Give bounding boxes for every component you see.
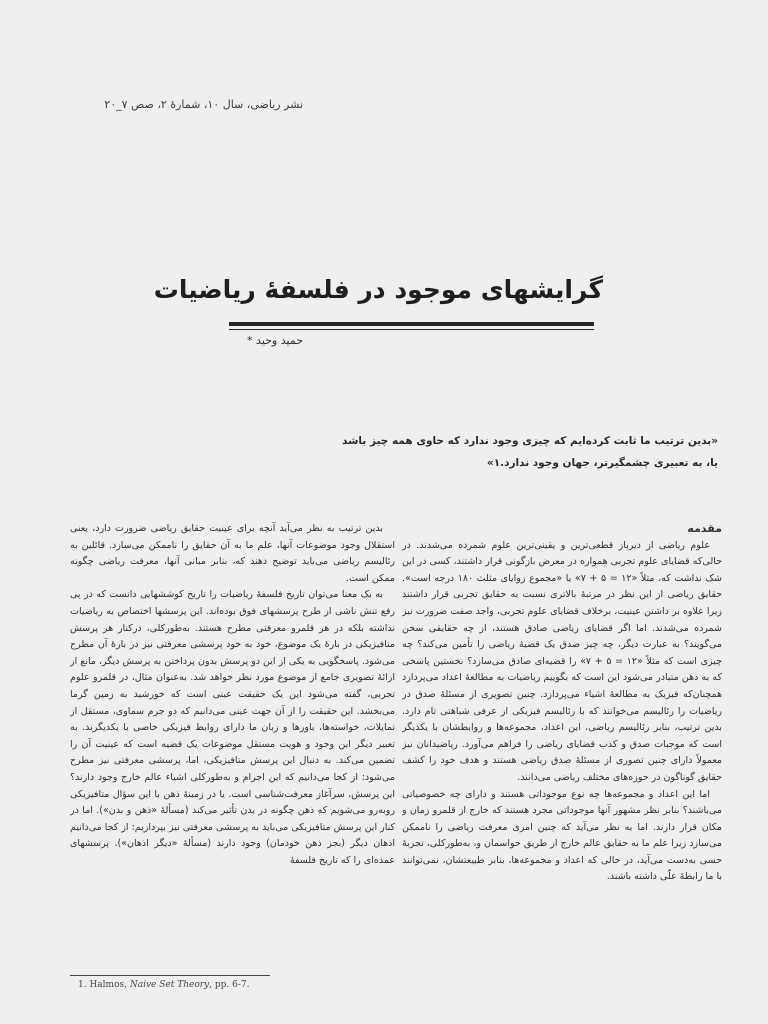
paragraph: به یک معنا می‌توان تاریخ فلسفهٔ ریاضیات را تاریخ کوششهایی دانست که در پی رفع تنش ناشی از طرح پرسشهای فوق بوده‌اند. این پرسشها اختصاص به ریاضیات نداشته بلکه در هر قلمرو معرفتی مطرح هستند. به‌طورکلی، درکنار هر پرسش متافیزیکی در بارهٔ یک موضوع، خود به خود پرسشی معرفتی نیز در بارهٔ آن مطرح می‌شود. پاسخگویی به یکی از این دو پرسش بدون پرداختن به پرسش دیگر، مانع از ارائهٔ تصویری جامع از موضوع مورد نظر خواهد شد. به‌عنوان مثال، در قلمرو علوم تجربی، گفته می‌شود این یک حقیقت عینی است که خورشید به زمین گرما می‌بخشد. این حقیقت را از آن جهت عینی می‌دانیم که دو جرم سماوی، مستقل از تمایلات، خواسته‌ها، باورها و زبان ما دارای روابط فیزیکی خاصی با یکدیگرند. به تعبیر دیگر این وجود و هویت مستقل موضوعات یک قضیه است که عینیت آن را تضمین می‌کند. به دنبال این پرسش متافیزیکی، اما، پرسشی معرفتی نیز مطرح می‌شود: از کجا می‌دانیم که این اجرام و به‌طورکلی اشیاء عالم خارج وجود دارند؟ این پرسش، سرآغاز معرفت‌شناسی است. یا در زمینهٔ ذهن با این سؤال متافیزیکی روبه‌رو می‌شویم که ذهن چگونه در بدن تأثیر می‌کند (مسألهٔ «ذهن و بدن»). اما در کنار این پرسش متافیزیکی می‌باید به پرسشی معرفتی نیز بپردازیم: از کجا می‌دانیم اذهان دیگر (بجز ذهن خودمان) وجود دارند (مسألهٔ «دیگر اذهان»). پرسشهای عمده‌ای را که تاریخ فلسفهٔ (70, 589, 395, 866)
left-column (70, 521, 395, 976)
epigraph-line-2: یا، به تعبیری چشمگیرتر، جهان وجود ندارد.۱» (486, 457, 718, 469)
author-name: حمید وحید * (247, 334, 303, 347)
article-title: گرایشهای موجود در فلسفهٔ ریاضیات (153, 275, 603, 304)
journal-header: نشر ریاضی، سال ۱۰، شمارهٔ ۲، صص ۷_۲۰ (104, 98, 303, 111)
footnote-suffix: , pp. 6-7. (209, 980, 250, 990)
title-rule-thick (229, 322, 594, 326)
epigraph-quote (253, 430, 718, 474)
section-heading-introduction: مقدمه (687, 522, 722, 535)
right-column (402, 521, 722, 1011)
paragraph: بدین ترتیب به نظر می‌آید آنچه برای عینیت حقایق ریاضی ضرورت دارد، یعنی استقلال وجود موضوعات آنها، علم ما به آن حقایق را ناممکن می‌سازد. قائلین به رئالیسم ریاضی می‌باید توضیح دهند که، بنابر مبانی آنها، معرفت ریاضی چگونه ممکن است. (70, 523, 395, 584)
footnote-book-title: Naive Set Theory (129, 980, 210, 990)
paragraph: علوم ریاضی از دیرباز قطعی‌ترین و یقینی‌ترین علوم شمرده می‌شدند. در حالی‌که قضایای علوم تجربی همواره در معرض بازگونی قرار داشتند، کسی در این شک نداشت که، مثلاً «۱۲ = ۵ + ۷» یا «مجموع زوایای مثلث ۱۸۰ درجه است». حقایق ریاضی از این نظر در مرتبهٔ بالاتری نسبت به حقایق تجربی قرار داشتند زیرا علاوه بر داشتن عینیت، برخلاف قضایای علوم تجربی، واجد صفت ضرورت نیز شمرده می‌شدند. اما اگر قضایای ریاضی صادق هستند، از چه حقایقی سخن می‌گویند؟ به عبارت دیگر، چه چیز صدق یک قضیهٔ ریاضی را تأمین می‌کند؟ چه چیزی است که مثلاً «۱۲ = ۵ + ۷» را قضیه‌ای صادق می‌سازد؟ نخستین پاسخی که به ذهن متبادر می‌شود این است که بگوییم ریاضیات به مطالعهٔ اعداد می‌پردازد همچنان‌که فیزیک به مطالعهٔ اشیاء می‌پردازد. چنین تصویری از مسئلهٔ صدق در ریاضیات را رئالیسم می‌خوانند که با رئالیسم فیزیکی از عرفی شباهتی تام دارد. بدین ترتیب، بنابر رئالیسم ریاضی، این اعداد، مجموعه‌ها و روابطشان با یکدیگر است که موجبات صدق و کذب قضایای ریاضی را فراهم می‌آورد. ریاضیدانان نیز معمولاً دارای چنین تصوری از مسئلهٔ صدق ریاضی هستند و هدف خود را کشف حقایق گوناگون در حوزه‌های مختلف ریاضی می‌دانند. (402, 539, 722, 783)
footnote-prefix: 1. Halmos, (78, 980, 130, 990)
footnote (78, 980, 378, 990)
paragraph: اما این اعداد و مجموعه‌ها چه نوع موجوداتی هستند و دارای چه خصوصیاتی می‌باشند؟ بنابر نظر مشهور آنها موجوداتی مجرد هستند که خارج از قلمرو زمان و مکان قرار دارند. اما به نظر می‌آید که چنین امری معرفت ریاضی را ناممکن می‌سازد زیرا علم ما به حقایق عالم خارج از طریق حواسمان و، به‌طورکلی، تجربهٔ حسی به‌دست می‌آید، در حالی که اعداد و مجموعه‌ها، بنابر طبیعتشان، نمی‌توانند با ما رابطهٔ علّی داشته باشند. (402, 788, 722, 883)
title-rule-thin (229, 329, 594, 330)
epigraph-line-1: «بدین ترتیب ما ثابت کرده‌ایم که چیزی وجود ندارد که حاوی همه چیز باشد (342, 435, 718, 447)
footnote-rule (70, 975, 270, 976)
